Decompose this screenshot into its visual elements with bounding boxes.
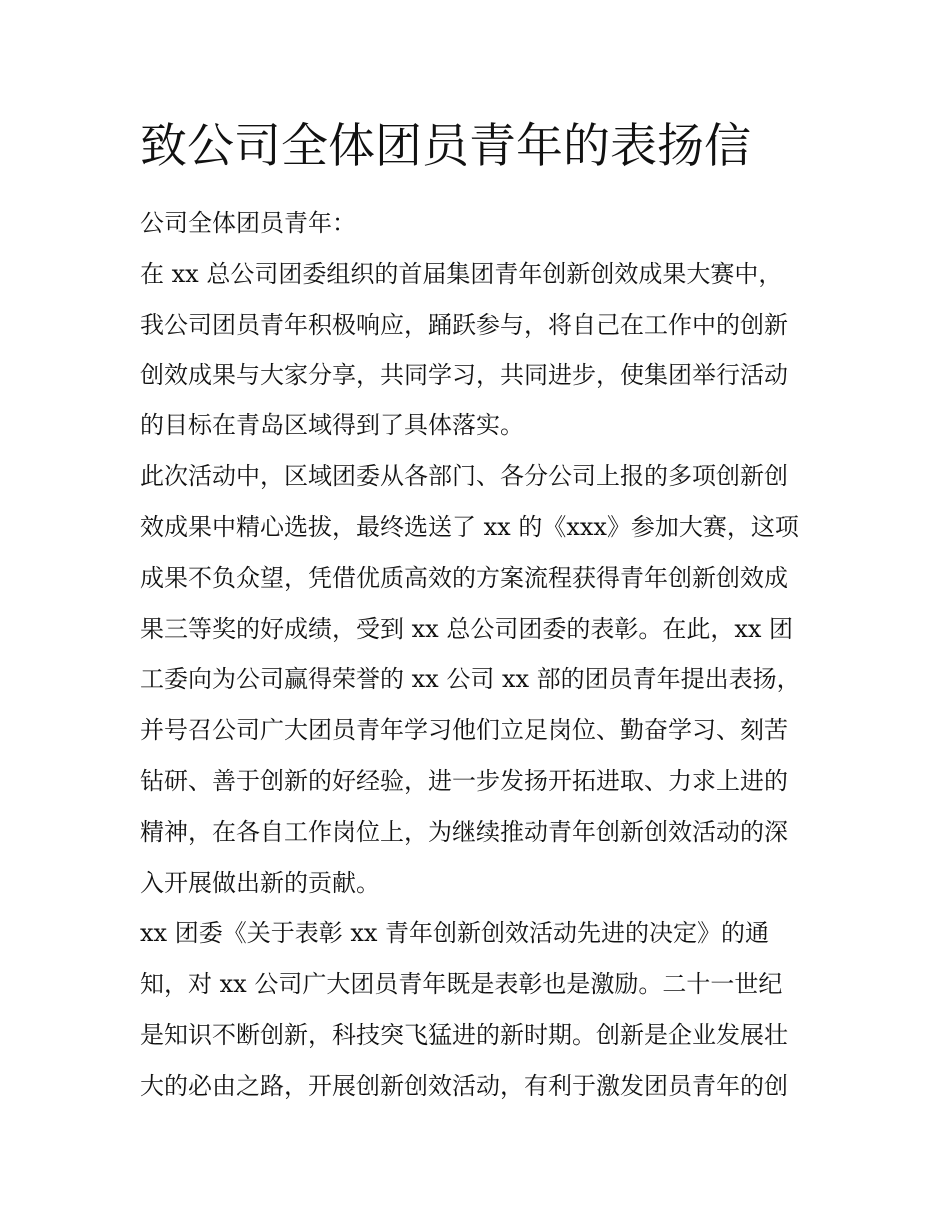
body-line-3: 创效成果与大家分享，共同学习，共同进步，使集团举行活动 — [140, 361, 788, 389]
body-line-12: 精神，在各自工作岗位上，为继续推动青年创新创效活动的深 — [140, 818, 788, 846]
body-line-9: 工委向为公司赢得荣誉的 xx 公司 xx 部的团员青年提出表扬， — [140, 665, 801, 693]
body-line-15: 知，对 xx 公司广大团员青年既是表彰也是激励。二十一世纪 — [140, 970, 783, 998]
body-line-4: 的目标在青岛区域得到了具体落实。 — [140, 411, 524, 439]
body-line-10: 并号召公司广大团员青年学习他们立足岗位、勤奋学习、刻苦 — [140, 716, 788, 744]
document-title: 致公司全体团员青年的表扬信 — [140, 119, 751, 174]
body-line-7: 成果不负众望，凭借优质高效的方案流程获得青年创新创效成 — [140, 564, 788, 592]
body-line-14: xx 团委《关于表彰 xx 青年创新创效活动先进的决定》的通 — [140, 919, 770, 947]
body-line-8: 果三等奖的好成绩，受到 xx 总公司团委的表彰。在此，xx 团 — [140, 615, 794, 643]
body-line-11: 钻研、善于创新的好经验，进一步发扬开拓进取、力求上进的 — [140, 767, 788, 795]
body-line-6: 效成果中精心选拔，最终选送了 xx 的《xxx》参加大赛，这项 — [140, 513, 799, 541]
body-line-16: 是知识不断创新，科技突飞猛进的新时期。创新是企业发展壮 — [140, 1021, 788, 1049]
body-line-17: 大的必由之路，开展创新创效活动，有利于激发团员青年的创 — [140, 1072, 788, 1100]
body-line-1: 在 xx 总公司团委组织的首届集团青年创新创效成果大赛中， — [140, 260, 783, 288]
salutation: 公司全体团员青年： — [140, 209, 356, 237]
body-line-5: 此次活动中，区域团委从各部门、各分公司上报的多项创新创 — [140, 462, 788, 490]
body-line-13: 入开展做出新的贡献。 — [140, 869, 380, 897]
body-line-2: 我公司团员青年积极响应，踊跃参与，将自己在工作中的创新 — [140, 311, 788, 339]
